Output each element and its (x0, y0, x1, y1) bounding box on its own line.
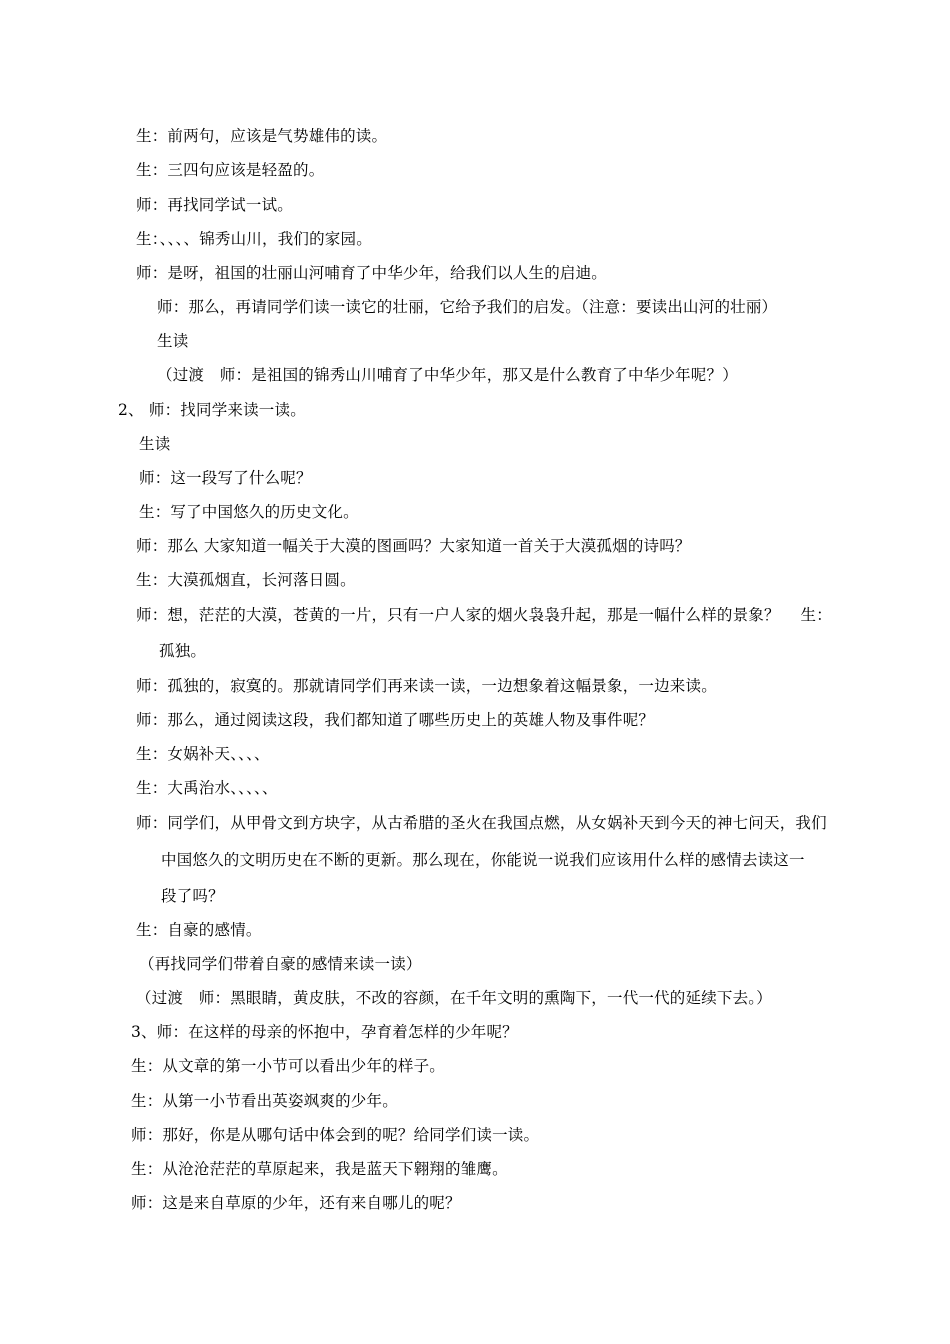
text-line: 生：、、、、锦秀山川，我们的家园。 (136, 230, 372, 248)
text-line: 师：想，茫茫的大漠，苍黄的一片，只有一户人家的烟火袅袅升起，那是一幅什么样的景象？ 生： (136, 606, 832, 624)
text-line: 生读 (139, 435, 171, 453)
text-line: 3、师：在这样的母亲的怀抱中，孕育着怎样的少年呢？ (131, 1023, 518, 1041)
text-line: 生：三四句应该是轻盈的。 (136, 161, 325, 179)
text-line: 孤独。 (159, 642, 207, 660)
text-line: （再找同学们带着自豪的感情来读一读） (139, 955, 422, 973)
text-line: 2、 师：找同学来读一读。 (118, 401, 306, 419)
text-line: 师：那么，通过阅读这段，我们都知道了哪些历史上的英雄人物及事件呢？ (136, 711, 655, 729)
text-line: 生：前两句，应该是气势雄伟的读。 (136, 127, 388, 145)
text-line: 生：大漠孤烟直，长河落日圆。 (136, 571, 356, 589)
text-line: 生：女娲补天、、、、 (136, 745, 270, 763)
text-line: 师：那好，你是从哪句话中体会到的呢？给同学们读一读。 (131, 1126, 540, 1144)
text-line: 师：再找同学试一试。 (136, 196, 294, 214)
text-line: 生：从沧沧茫茫的草原起来，我是蓝天下翱翔的雏鹰。 (131, 1160, 508, 1178)
text-line: 师：那么 大家知道一幅关于大漠的图画吗？大家知道一首关于大漠孤烟的诗吗？ (136, 537, 691, 555)
text-line: 师：这是来自草原的少年，还有来自哪儿的呢？ (131, 1194, 461, 1212)
text-line: 师：这一段写了什么呢？ (139, 469, 312, 487)
text-line: 师：是呀，祖国的壮丽山河哺育了中华少年，给我们以人生的启迪。 (136, 264, 608, 282)
text-line: 生：大禹治水、、、、、 (136, 779, 278, 797)
text-line: 师：同学们，从甲骨文到方块字，从古希腊的圣火在我国点燃，从女娲补天到今天的神七问天，我们 (136, 814, 827, 832)
text-line: 师：孤独的，寂寞的。那就请同学们再来读一读，一边想象着这幅景象，一边来读。 (136, 677, 717, 695)
text-line: （过渡 师：黑眼睛，黄皮肤，不改的容颜，在千年文明的熏陶下，一代一代的延续下去。） (136, 989, 772, 1007)
text-line: 生：写了中国悠久的历史文化。 (139, 503, 359, 521)
text-line: 段了吗？ (161, 887, 224, 905)
text-line: 师：那么，再请同学们读一读它的壮丽，它给予我们的启发。（注意：要读出山河的壮丽） (157, 298, 778, 316)
text-line: 生：从第一小节看出英姿飒爽的少年。 (131, 1092, 398, 1110)
text-line: 生：自豪的感情。 (136, 921, 262, 939)
text-line: 生读 (157, 332, 189, 350)
text-line: 中国悠久的文明历史在不断的更新。那么现在，你能说一说我们应该用什么样的感情去读这一 (161, 851, 805, 869)
text-line: 生：从文章的第一小节可以看出少年的样子。 (131, 1057, 446, 1075)
text-line: （过渡 师：是祖国的锦秀山川哺育了中华少年，那又是什么教育了中华少年呢？） (157, 366, 738, 384)
